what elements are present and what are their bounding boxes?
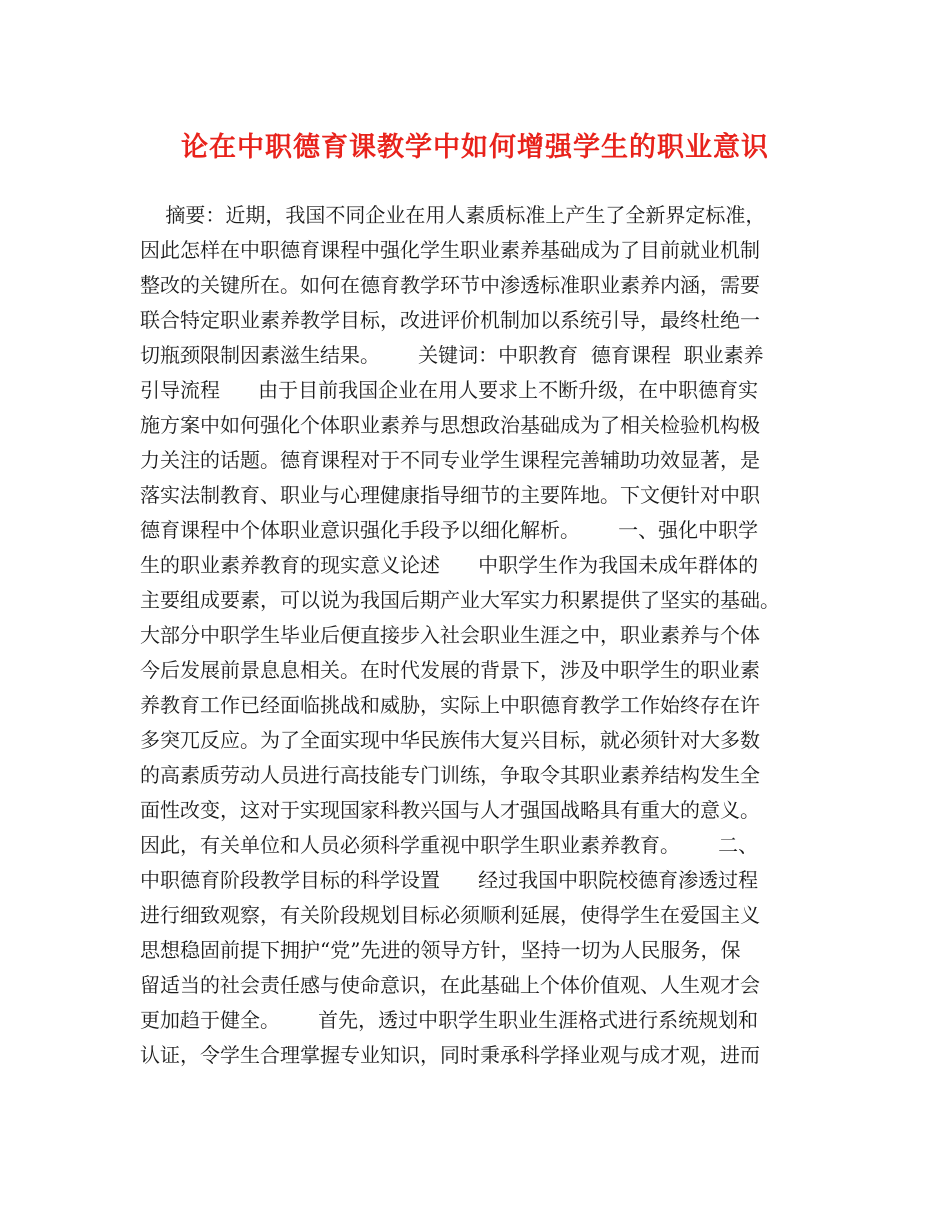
body-text-line: 因此怎样在中职德育课程中强化学生职业素养基础成为了目前就业机制 [140,238,760,262]
body-text-line: 大部分中职学生毕业后便直接步入社会职业生涯之中，职业素养与个体 [140,623,760,647]
body-text-line: 切瓶颈限制因素滋生结果。 关键词：中职教育 德育课程 职业素养 [140,343,764,367]
body-text-line: 思想稳固前提下拥护“党”先进的领导方针，坚持一切为人民服务，保 [140,938,741,962]
body-text-line: 留适当的社会责任感与使命意识，在此基础上个体价值观、人生观才会 [140,973,760,997]
body-text-line: 落实法制教育、职业与心理健康指导细节的主要阵地。下文便针对中职 [140,483,760,507]
body-text-line: 进行细致观察，有关阶段规划目标必须顺利延展，使得学生在爱国主义 [140,903,760,927]
body-text-line: 摘要：近期，我国不同企业在用人素质标准上产生了全新界定标准， [140,203,766,227]
body-text-line: 中职德育阶段教学目标的科学设置 经过我国中职院校德育渗透过程 [140,868,759,892]
body-text-line: 德育课程中个体职业意识强化手段予以细化解析。 一、强化中职学 [140,518,759,542]
body-text-line: 多突兀反应。为了全面实现中华民族伟大复兴目标，就必须针对大多数 [140,728,760,752]
document-title: 论在中职德育课教学中如何增强学生的职业意识 [181,132,769,163]
body-text-line: 引导流程 由于目前我国企业在用人要求上不断升级，在中职德育实 [140,378,759,402]
body-text-line: 养教育工作已经面临挑战和威胁，实际上中职德育教学工作始终存在许 [140,693,760,717]
document-body [140,198,830,1073]
body-text-line: 认证，令学生合理掌握专业知识，同时秉承科学择业观与成才观，进而 [140,1043,760,1067]
body-text-line: 力关注的话题。德育课程对于不同专业学生课程完善辅助功效显著，是 [140,448,760,472]
body-text-line: 面性改变，这对于实现国家科教兴国与人才强国战略具有重大的意义。 [140,798,760,822]
body-text-line: 的高素质劳动人员进行高技能专门训练，争取令其职业素养结构发生全 [140,763,760,787]
body-text-line: 因此，有关单位和人员必须科学重视中职学生职业素养教育。 二、 [140,833,759,857]
body-text-line: 今后发展前景息息相关。在时代发展的背景下，涉及中职学生的职业素 [140,658,760,682]
body-text-line: 联合特定职业素养教学目标，改进评价机制加以系统引导，最终杜绝一 [140,308,760,332]
body-text-line: 整改的关键所在。如何在德育教学环节中渗透标准职业素养内涵，需要 [140,273,760,297]
body-text-line: 更加趋于健全。 首先，透过中职学生职业生涯格式进行系统规划和 [140,1008,759,1032]
body-text-line: 主要组成要素，可以说为我国后期产业大军实力积累提供了坚实的基础。 [140,588,780,612]
body-text-line: 施方案中如何强化个体职业素养与思想政治基础成为了相关检验机构极 [140,413,760,437]
body-text-line: 生的职业素养教育的现实意义论述 中职学生作为我国未成年群体的 [140,553,759,577]
